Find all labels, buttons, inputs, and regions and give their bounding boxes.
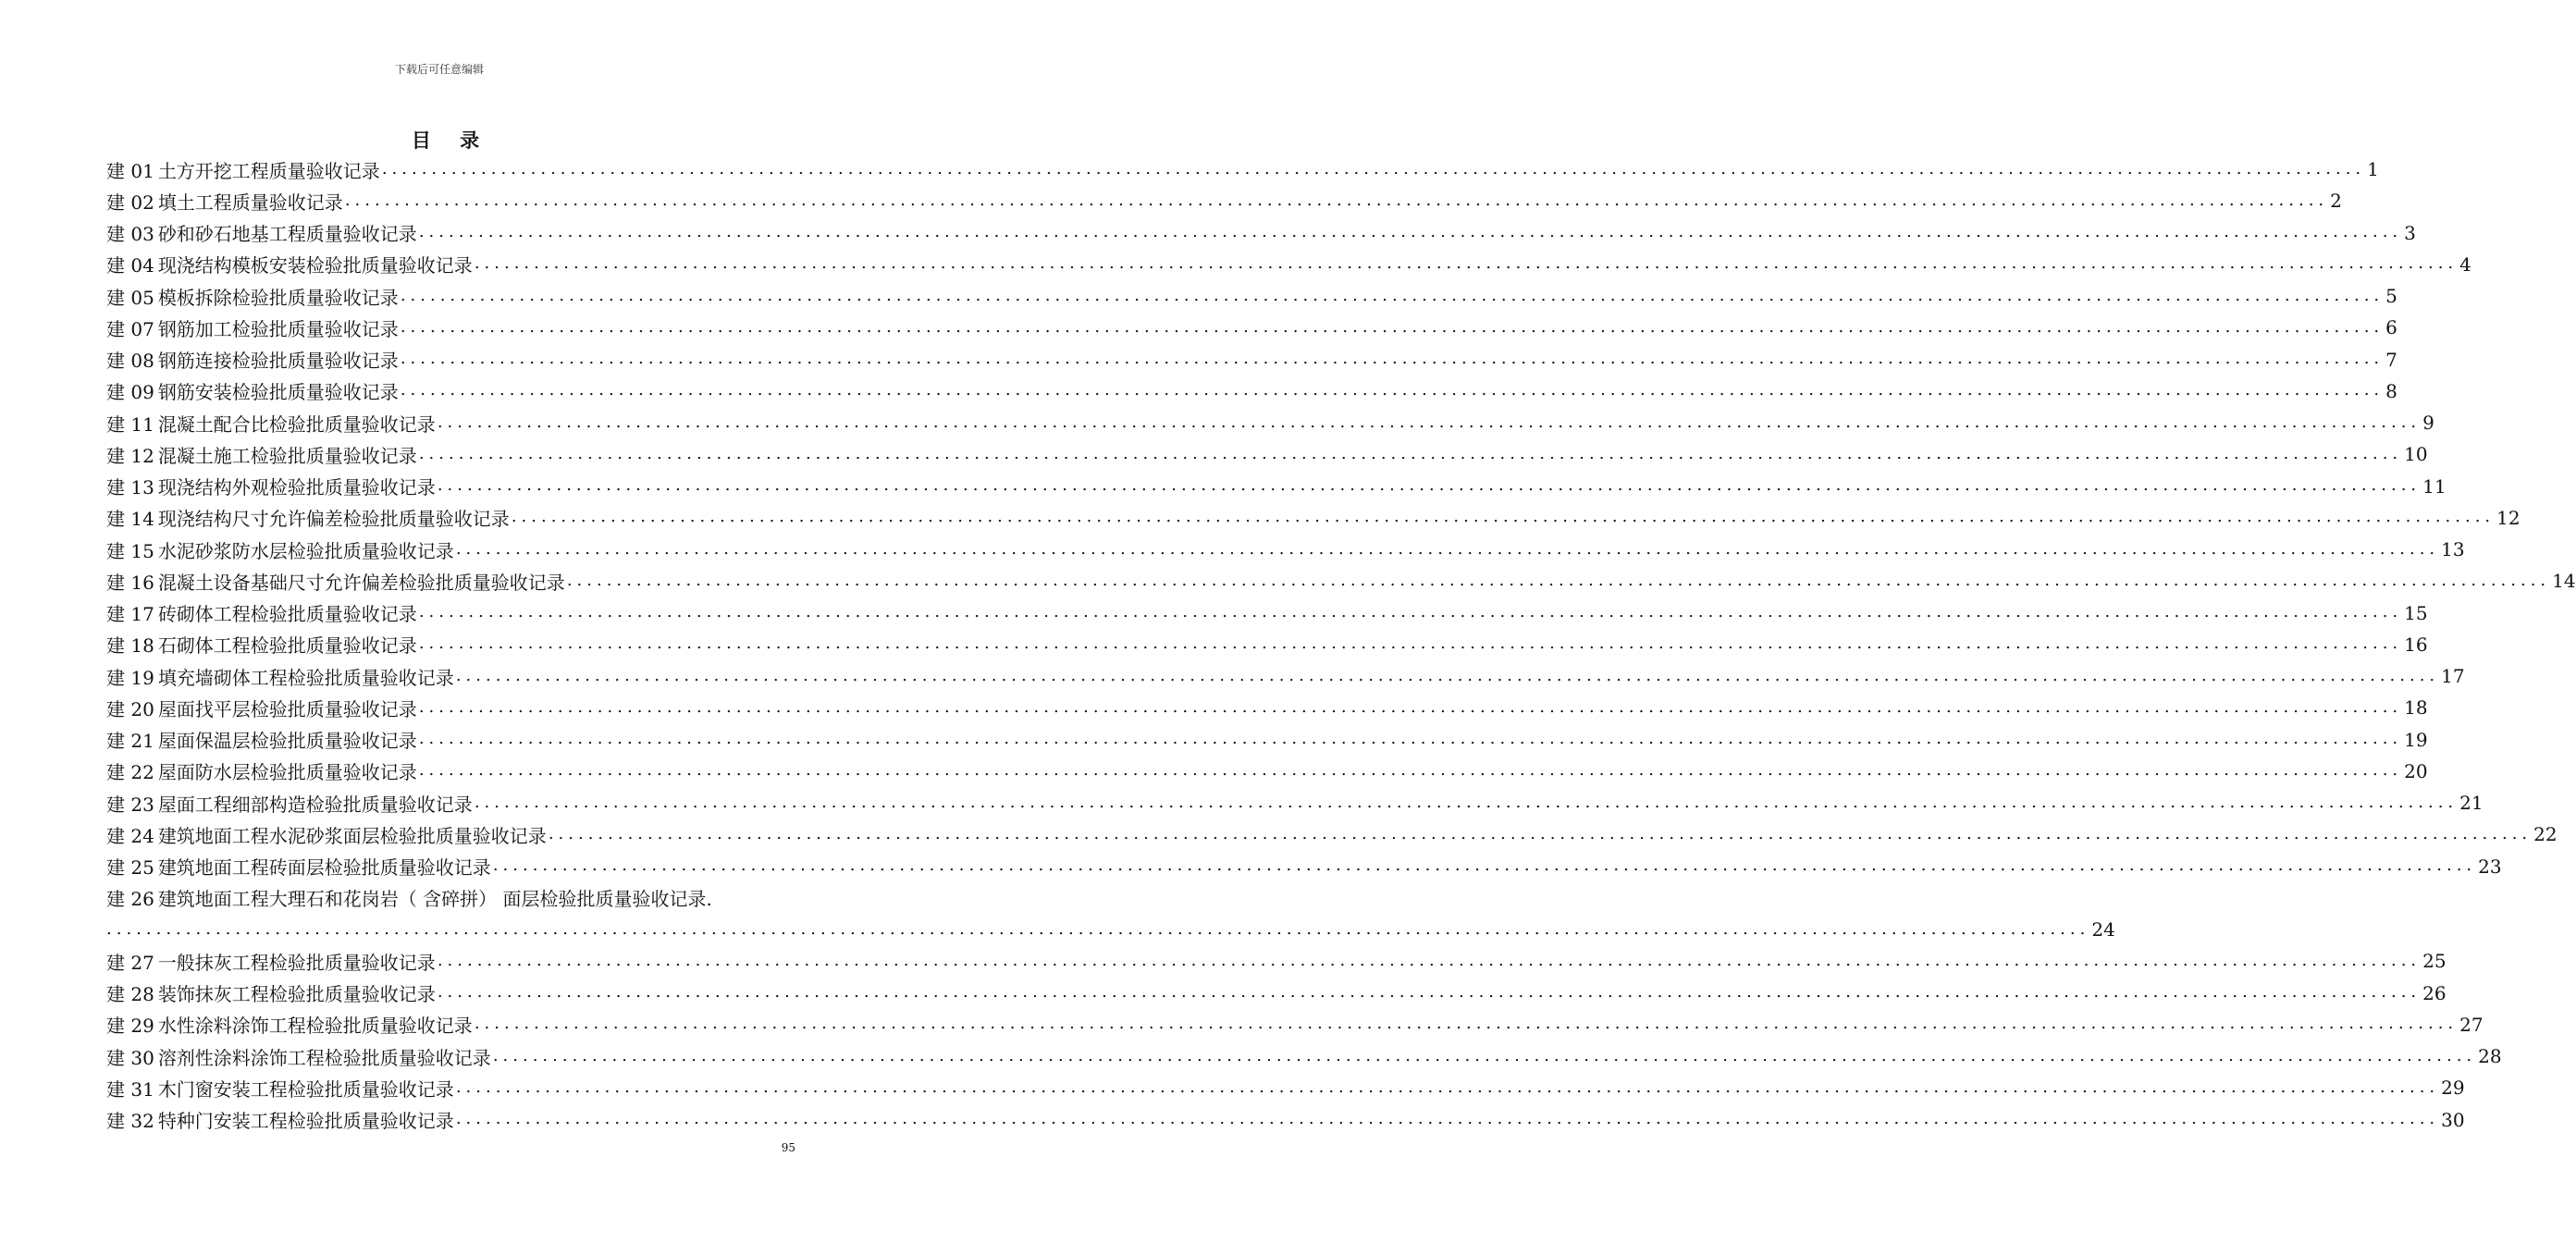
toc-entry-code: 建 27 [106,951,154,974]
toc-entry-page: 27 [2459,1013,2484,1036]
toc-entry-title: 建筑地面工程大理石和花岗岩（ 含碎拼） 面层检验批质量验收记录. [157,888,712,911]
toc-entry-code: 建 12 [106,444,154,467]
toc-entry-page: 14 [2552,570,2576,593]
toc-entry[interactable] [106,534,2465,565]
toc-entry-title: 屋面工程细部构造检验批质量验收记录 [157,793,473,816]
toc-entry-code: 建 26 [106,888,154,911]
toc-entry[interactable] [106,154,2379,185]
toc-entry[interactable] [106,978,2447,1009]
toc-entry[interactable] [106,597,2428,629]
dot-leader: ........................................................................................................................................................................................................ [418,222,2403,242]
dot-leader: ........................................................................................................................................................................................................ [400,349,2385,369]
toc-entry-title: 建筑地面工程水泥砂浆面层检验批质量验收记录 [157,824,547,847]
toc-entry-title: 水性涂料涂饰工程检验批质量验收记录 [157,1015,473,1038]
toc-entry-code: 建 18 [106,634,154,658]
toc-entry[interactable] [106,1009,2484,1040]
toc-entry-code: 建 28 [106,983,154,1006]
toc-entry[interactable] [106,217,2416,249]
toc-entry[interactable] [106,438,2428,470]
toc-entry-title: 特种门安装工程检验批质量验收记录 [157,1110,454,1133]
toc-entry-continuation[interactable] [106,914,2115,945]
toc-entry-code: 建 32 [106,1110,154,1133]
toc-entry[interactable] [106,185,2342,216]
toc-entry[interactable] [106,629,2428,660]
toc-entry-title: 溶剂性涂料涂饰工程检验批质量验收记录 [157,1046,491,1069]
toc-entry-page: 26 [2422,981,2447,1004]
toc-entry-title: 石砌体工程检验批质量验收记录 [157,634,417,658]
toc-entry[interactable] [106,1040,2502,1072]
toc-entry-page: 19 [2404,728,2428,751]
toc-entry-code: 建 14 [106,508,154,531]
toc-entry[interactable] [106,407,2434,438]
toc-entry-code: 建 20 [106,697,154,720]
toc-entry-page: 3 [2404,221,2416,244]
toc-entry-page: 2 [2330,190,2342,213]
toc-entry-code: 建 19 [106,666,154,689]
toc-entry-title: 现浇结构尺寸允许偏差检验批质量验收记录 [157,508,510,531]
toc-entry-title: 水泥砂浆防水层检验批质量验收记录 [157,539,454,562]
toc-entry-page: 22 [2533,823,2558,846]
toc-entry[interactable] [106,1072,2465,1103]
dot-leader: ........................................................................................................................................................................................................ [418,634,2403,654]
dot-leader: ........................................................................................................................................................................................................ [400,285,2385,305]
toc-entry-code: 建 03 [106,223,154,246]
dot-leader: ........................................................................................................................................................................................................ [455,665,2440,685]
toc-entry-page: 18 [2404,696,2428,720]
toc-entry-code: 建 22 [106,761,154,784]
toc-entry-page: 1 [2367,158,2379,181]
toc-entry[interactable] [106,756,2428,787]
toc-entry-code: 建 02 [106,191,154,214]
toc-entry-code: 建 15 [106,539,154,562]
toc-entry[interactable] [106,945,2447,977]
toc-entry-page: 16 [2404,633,2428,656]
toc-entry[interactable] [106,312,2397,343]
toc-entry-page: 11 [2422,474,2447,498]
toc-entry-title: 木门窗安装工程检验批质量验收记录 [157,1077,454,1101]
toc-entry-page: 30 [2441,1108,2465,1131]
dot-leader: ........................................................................................................................................................................................................ [511,507,2496,527]
dot-leader: ........................................................................................................................................................................................................ [492,855,2477,876]
dot-leader: ........................................................................................................................................................................................................ [437,412,2422,432]
toc-entry-title: 屋面防水层检验批质量验收记录 [157,761,417,784]
toc-entry[interactable] [106,660,2465,692]
toc-entry-page: 7 [2385,348,2397,371]
dot-leader: ........................................................................................................................................................................................................ [548,823,2533,843]
toc-entry-title: 混凝土设备基础尺寸允许偏差检验批质量验收记录 [157,571,565,594]
toc-entry-page: 4 [2459,252,2471,276]
toc-entry-code: 建 30 [106,1046,154,1069]
dot-leader: ........................................................................................................................................................................................................ [418,760,2403,781]
toc-entry[interactable] [106,502,2521,534]
toc-entry-title: 屋面找平层检验批质量验收记录 [157,697,417,720]
toc-entry-title: 填土工程质量验收记录 [157,191,343,214]
toc-entry-title: 填充墙砌体工程检验批质量验收记录 [157,666,454,689]
toc-entry-code: 建 07 [106,317,154,340]
dot-leader: ........................................................................................................................................................................................................ [381,158,2366,178]
toc-entry-title: 屋面保温层检验批质量验收记录 [157,730,417,753]
dot-leader: ........................................................................................................................................................................................................ [400,380,2385,400]
dot-leader: ........................................................................................................................................................................................................ [418,729,2403,749]
toc-entry-title: 钢筋安装检验批质量验收记录 [157,381,399,404]
dot-leader: ........................................................................................................................................................................................................ [474,792,2459,812]
toc-entry-title: 土方开挖工程质量验收记录 [157,159,380,182]
toc-entry[interactable] [106,344,2397,375]
toc-entry-code: 建 24 [106,824,154,847]
toc-entry-title: 砂和砂石地基工程质量验收记录 [157,223,417,246]
toc-entry-title: 砖砌体工程检验批质量验收记录 [157,603,417,626]
toc-entry-code: 建 01 [106,159,154,182]
toc-entry-code: 建 11 [106,412,154,436]
toc-entry[interactable] [106,818,2558,850]
toc-entry-code: 建 13 [106,476,154,499]
toc-entry-code: 建 05 [106,286,154,309]
toc-entry-page: 10 [2404,443,2428,466]
toc-entry-page: 25 [2422,950,2447,973]
dot-leader: ........................................................................................................................................................................................................ [344,190,2329,210]
toc-entry-page: 17 [2441,665,2465,688]
toc-entry[interactable] [106,787,2484,818]
toc-entry-page: 5 [2385,285,2397,308]
toc-entry[interactable] [106,280,2397,312]
dot-leader: ........................................................................................................................................................................................................ [455,538,2440,559]
dot-leader: ........................................................................................................................................................................................................ [474,253,2459,274]
toc-entry-page: 8 [2385,379,2397,402]
toc-entry[interactable] [106,375,2397,407]
toc-entry[interactable] [106,1104,2465,1136]
toc-entry-code: 建 23 [106,793,154,816]
toc-entry-title: 装饰抹灰工程检验批质量验收记录 [157,983,436,1006]
toc-entry[interactable] [106,692,2428,723]
dot-leader: ........................................................................................................................................................................................................ [106,918,2090,939]
toc-entry-page: 6 [2385,316,2397,339]
toc-entry-code: 建 16 [106,571,154,594]
dot-leader: ........................................................................................................................................................................................................ [400,316,2385,337]
toc-entry-title: 混凝土配合比检验批质量验收记录 [157,412,436,436]
dot-leader: ........................................................................................................................................................................................................ [455,1077,2440,1097]
toc-entry-code: 建 25 [106,856,154,880]
dot-leader: ........................................................................................................................................................................................................ [437,982,2422,1003]
toc-entry-page: 28 [2478,1045,2502,1068]
toc-entry-code: 建 21 [106,730,154,753]
toc-entry-code: 建 08 [106,350,154,373]
toc-entry-page: 12 [2496,506,2521,529]
toc-entry[interactable] [106,249,2471,280]
toc-entry-title: 建筑地面工程砖面层检验批质量验收记录 [157,856,491,880]
toc-entry-page: 21 [2459,792,2484,815]
toc-entry[interactable] [106,851,2502,882]
toc-entry-title: 钢筋连接检验批质量验收记录 [157,350,399,373]
dot-leader: ........................................................................................................................................................................................................ [437,475,2422,496]
toc-entry-title: 混凝土施工检验批质量验收记录 [157,444,417,467]
toc-entry-title: 钢筋加工检验批质量验收记录 [157,317,399,340]
toc-entry-page: 24 [2091,918,2115,941]
dot-leader: ........................................................................................................................................................................................................ [492,1045,2477,1065]
toc-entry[interactable] [106,565,2576,597]
toc-entry[interactable] [106,882,795,914]
toc-entry[interactable] [106,471,2447,502]
toc-entry-title: 模板拆除检验批质量验收记录 [157,286,399,309]
dot-leader: ........................................................................................................................................................................................................ [418,602,2403,622]
toc-entry-title: 现浇结构模板安装检验批质量验收记录 [157,254,473,277]
header-note: 下载后可任意编辑 [394,63,484,76]
dot-leader: ........................................................................................................................................................................................................ [418,443,2403,463]
dot-leader: ........................................................................................................................................................................................................ [455,1109,2440,1129]
toc-entry-page: 15 [2404,601,2428,624]
page-number: 95 [781,1141,795,1154]
toc-entry-page: 23 [2478,855,2502,878]
toc-entry-page: 29 [2441,1077,2465,1100]
toc-entry-code: 建 17 [106,603,154,626]
toc-entry-code: 建 04 [106,254,154,277]
toc-title: 目 录 [411,129,491,152]
toc-entry-page: 9 [2422,412,2434,435]
dot-leader: ........................................................................................................................................................................................................ [474,1014,2459,1034]
toc-entry[interactable] [106,724,2428,756]
toc-entry-code: 建 31 [106,1077,154,1101]
toc-entry-code: 建 09 [106,381,154,404]
table-of-contents [106,154,2576,1136]
dot-leader: ........................................................................................................................................................................................................ [418,696,2403,717]
toc-entry-title: 现浇结构外观检验批质量验收记录 [157,476,436,499]
toc-entry-page: 20 [2404,759,2428,782]
toc-entry-code: 建 29 [106,1015,154,1038]
toc-entry-page: 13 [2441,538,2465,561]
toc-entry-title: 一般抹灰工程检验批质量验收记录 [157,951,436,974]
dot-leader: ........................................................................................................................................................................................................ [437,950,2422,970]
dot-leader: ........................................................................................................................................................................................................ [566,570,2551,590]
